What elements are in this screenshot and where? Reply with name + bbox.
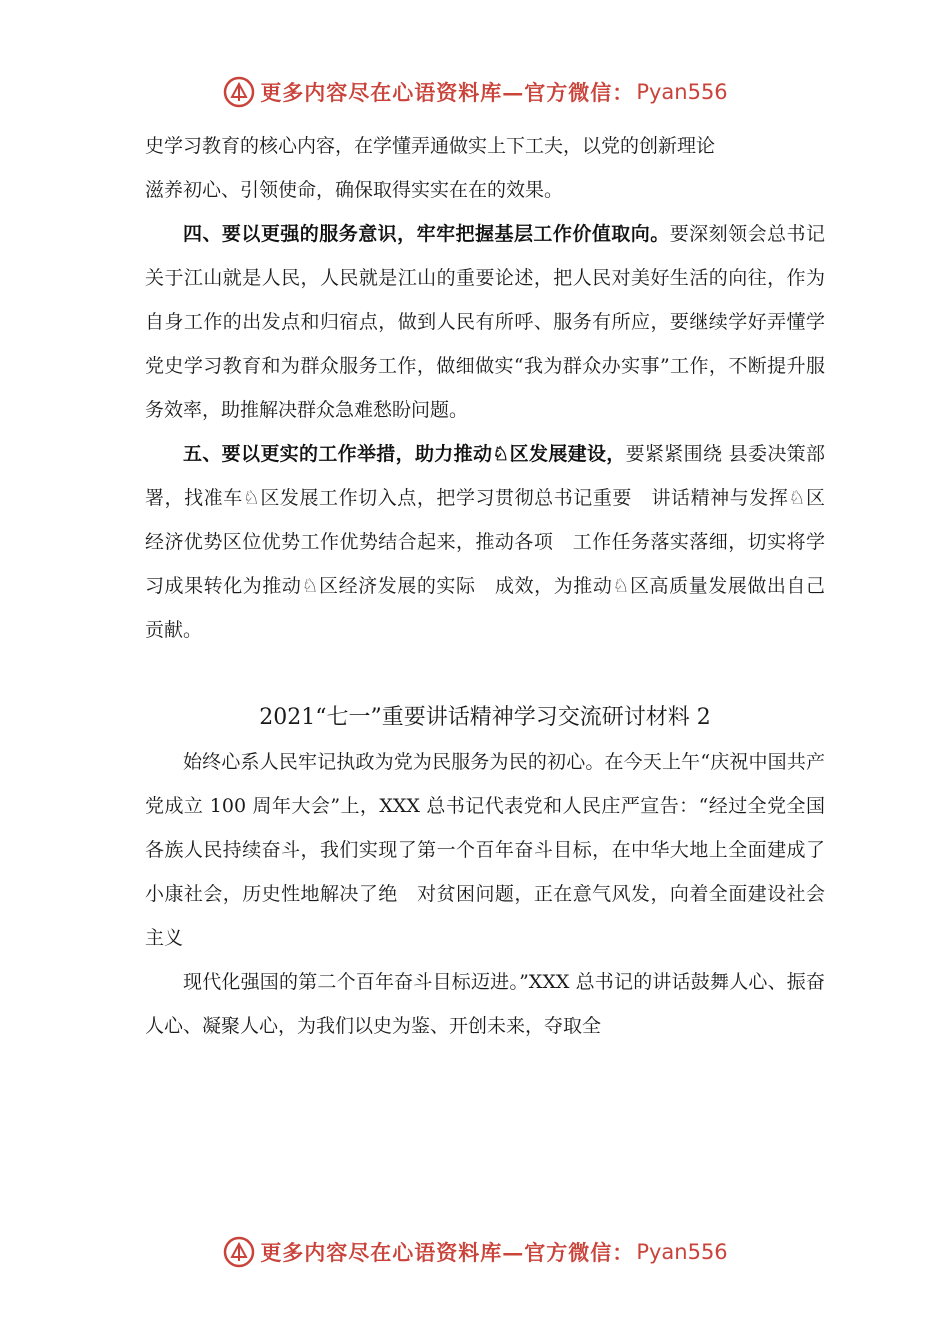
paragraph-3-lead: 五、要以更实的工作举措，助力推动♘区发展建设， [183,443,626,465]
header-banner [0,72,950,112]
logo-icon [222,75,256,109]
logo-icon [222,1235,256,1269]
paragraph-1-line-1: 史学习教育的核心内容，在学懂弄通做实上下工夫，以党的创新理论 [145,135,716,157]
paragraph-2 [145,212,825,432]
banner-handle: Pyan556 [636,1240,728,1264]
paragraph-1 [145,124,825,212]
paragraph-1-line-2: 滋养初心、引领使命，确保取得实实在在的效果。 [145,179,564,201]
paragraph-4: 始终心系人民牢记执政为党为民服务为民的初心。在今天上午“庆祝中国共产党成立 100 周年大会”上，XXX 总书记代表党和人民庄严宣告：“经过全党全国各族人民持续奋斗，我们实现了第一个百年奋斗目标，在中华大地上全面建成了小康社会，历史性地解决了绝 对贫困问题，正在意气风发，向着全面建设社会主义 [145,751,825,949]
banner-handle: Pyan556 [636,80,728,104]
paragraph-2-text: 要深刻领会总书记关于江山就是人民，人民就是江山的重要论述，把人民对美好生活的向往，作为自身工作的出发点和归宿点，做到人民有所呼、服务有所应，要继续学好弄懂学党史学习教育和为群众服务工作，做细做实“我为群众办实事”工作，不断提升服务效率，助推解决群众急难愁盼问题。 [145,223,825,421]
document-body [145,124,825,1048]
section-heading: 2021“七一”重要讲话精神学习交流研讨材料 2 [259,705,711,730]
banner-text: 更多内容尽在心语资料库—官方微信： [260,80,635,105]
paragraph-5: 现代化强国的第二个百年奋斗目标迈进。”XXX 总书记的讲话鼓舞人心、振奋人心、凝聚人心，为我们以史为鉴、开创未来，夺取全 [145,971,825,1037]
paragraph-3 [145,432,825,652]
section-spacer [145,652,825,696]
paragraph-2-lead: 四、要以更强的服务意识，牢牢把握基层工作价值取向。 [183,223,670,245]
paragraph-3-text: 要紧紧围绕 县委决策部署，找准车♘区发展工作切入点，把学习贯彻总书记重要 讲话精神与发挥♘区经济优势区位优势工作优势结合起来，推动各项 工作任务落实落细，切实将学习成果转化为推动♘区经济发展的实际 成效，为推动♘区高质量发展做出自己贡献。 [145,443,825,641]
footer-banner [0,1232,950,1272]
banner-text: 更多内容尽在心语资料库—官方微信： [260,1240,635,1265]
